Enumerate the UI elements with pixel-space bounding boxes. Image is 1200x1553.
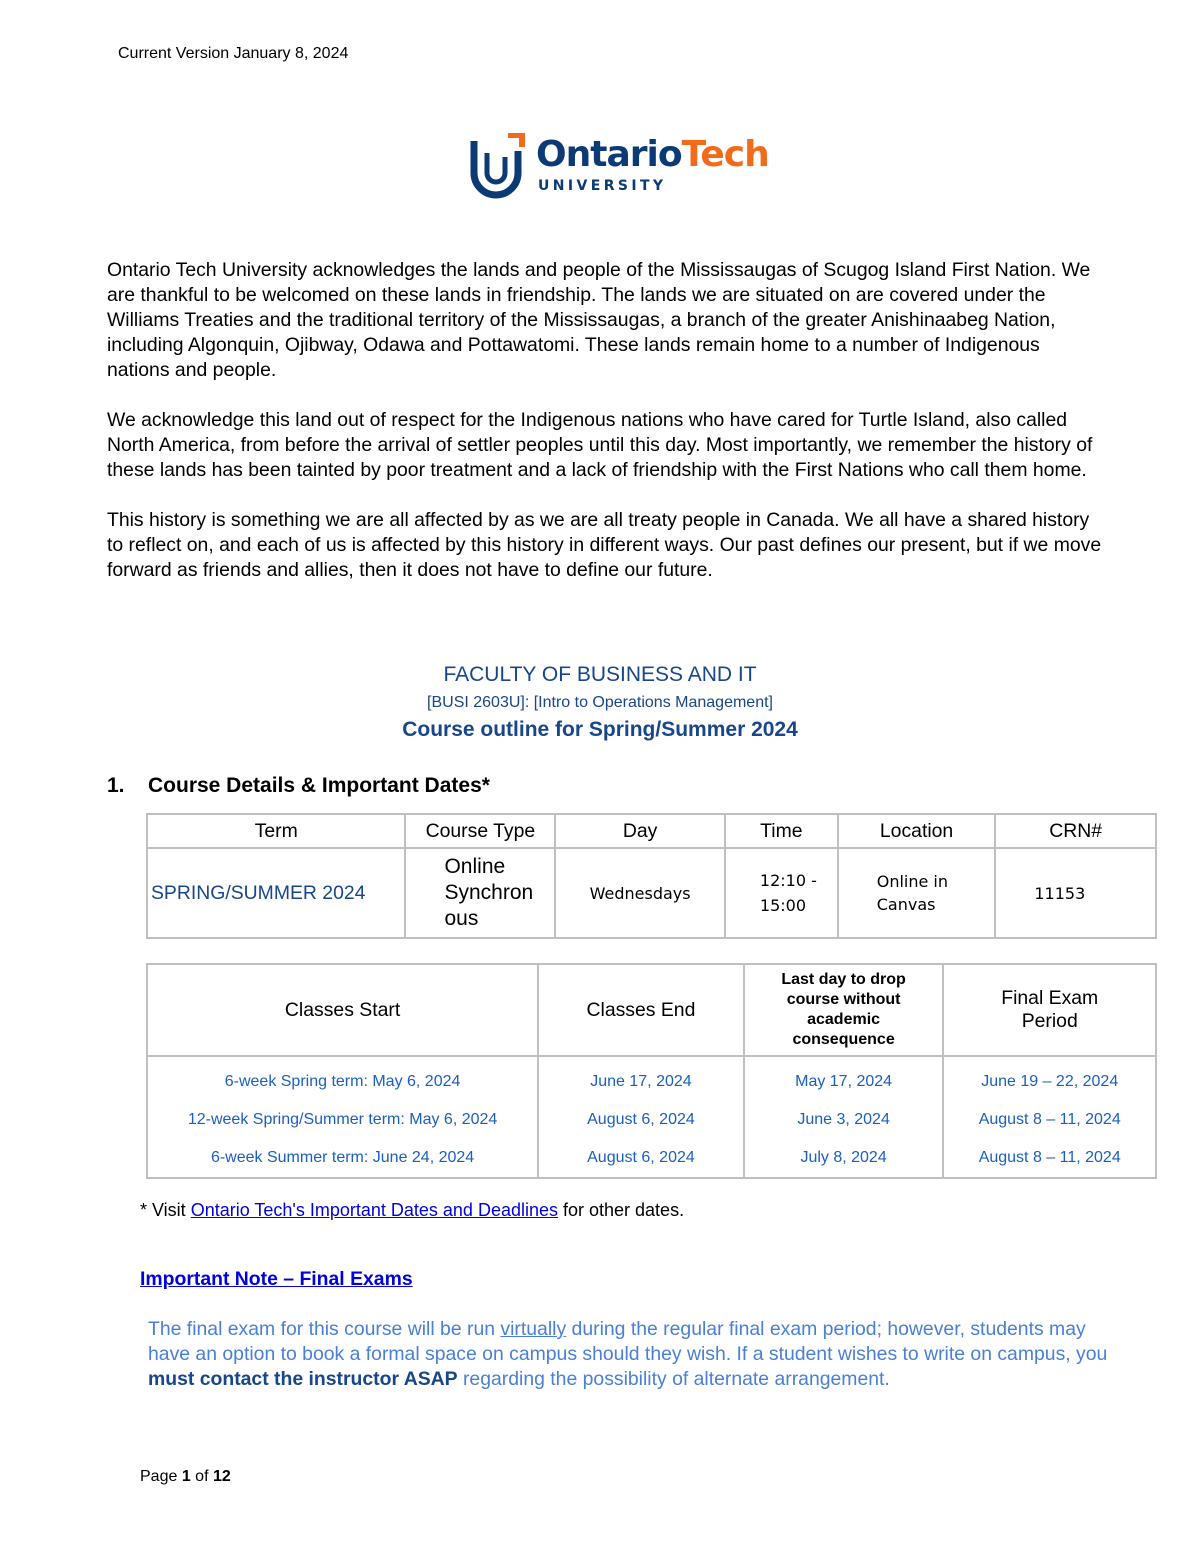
cell-start: 6-week Summer term: June 24, 2024	[147, 1139, 538, 1178]
table-row	[147, 848, 1156, 938]
table-header-row	[147, 814, 1156, 848]
logo-subtitle: UNIVERSITY	[538, 178, 667, 194]
important-dates-link[interactable]: Ontario Tech's Important Dates and Deadlines	[190, 1200, 558, 1220]
cell-exam: August 8 – 11, 2024	[943, 1139, 1156, 1178]
cell-term: SPRING/SUMMER 2024	[147, 848, 405, 938]
header-location: Location	[838, 814, 996, 848]
header-classes-end: Classes End	[538, 964, 744, 1056]
cell-location: Online in Canvas	[838, 848, 996, 938]
cell-drop: June 3, 2024	[744, 1101, 944, 1139]
cell-exam: August 8 – 11, 2024	[943, 1101, 1156, 1139]
header-day: Day	[555, 814, 725, 848]
cell-start: 12-week Spring/Summer term: May 6, 2024	[147, 1101, 538, 1139]
table-header-row	[147, 964, 1156, 1056]
land-acknowledgement	[107, 258, 1107, 608]
cell-drop: May 17, 2024	[744, 1056, 944, 1101]
ack-paragraph-1: Ontario Tech University acknowledges the lands and people of the Mississaugas of Scugog Island First Nation. We are thankful to be welcomed on these lands in friendship. The lands we are situated on are covered under the Williams Treaties and the traditional territory of the Mississaugas, a branch of the greater Anishinaabeg Nation, including Algonquin, Ojibway, Odawa and Pottawatomi. These lands remain home to a number of Indigenous nations and people.	[107, 259, 1091, 381]
cell-exam: June 19 – 22, 2024	[943, 1056, 1156, 1101]
version-date: Current Version January 8, 2024	[118, 45, 349, 62]
ack-paragraph-2: We acknowledge this land out of respect for the Indigenous nations who have cared for Turtle Island, also called North America, from before the arrival of settler peoples until this day. Most importantly, we remember the history of these lands has been tainted by poor treatment and a lack of friendship with the First Nations who call them home.	[107, 409, 1093, 481]
cell-end: August 6, 2024	[538, 1139, 744, 1178]
final-exams-note-link[interactable]: Important Note – Final Exams	[140, 1268, 413, 1290]
header-time: Time	[725, 814, 838, 848]
faculty-title: FACULTY OF BUSINESS AND IT	[443, 663, 757, 686]
important-dates-table	[146, 963, 1157, 1179]
logo-mark-icon	[470, 133, 526, 199]
header-term: Term	[147, 814, 405, 848]
header-last-drop-day: Last day to drop course without academic consequence	[744, 964, 944, 1056]
cell-drop: July 8, 2024	[744, 1139, 944, 1178]
table-row	[147, 1056, 1156, 1101]
header-final-exam-period: Final Exam Period	[943, 964, 1156, 1056]
cell-time: 12:10 - 15:00	[725, 848, 838, 938]
cell-start: 6-week Spring term: May 6, 2024	[147, 1056, 538, 1101]
visit-note: * Visit Ontario Tech's Important Dates and Deadlines for other dates.	[140, 1200, 685, 1220]
page-number: Page 1 of 12	[140, 1468, 231, 1485]
cell-end: August 6, 2024	[538, 1101, 744, 1139]
table-row	[147, 1101, 1156, 1139]
cell-day: Wednesdays	[555, 848, 725, 938]
header-course-type: Course Type	[405, 814, 555, 848]
cell-crn: 11153	[995, 848, 1156, 938]
outline-title: Course outline for Spring/Summer 2024	[402, 718, 798, 741]
final-exam-note: The final exam for this course will be run virtually during the regular final exam period; however, students may have an option to book a formal space on campus should they wish. If a student wishes to write on campus, you must contact the instructor ASAP regarding the possibility of alternate arrangement.	[148, 1318, 1108, 1390]
course-details-table	[146, 813, 1157, 939]
course-title: [BUSI 2603U]: [Intro to Operations Management]	[427, 694, 773, 711]
cell-course-type: Online Synchron ous	[405, 848, 555, 938]
header-crn: CRN#	[995, 814, 1156, 848]
table-row	[147, 1139, 1156, 1178]
logo-name: OntarioTech	[536, 134, 769, 175]
cell-end: June 17, 2024	[538, 1056, 744, 1101]
university-logo	[470, 133, 770, 203]
section-heading: 1. Course Details & Important Dates*	[107, 774, 490, 797]
header-classes-start: Classes Start	[147, 964, 538, 1056]
ack-paragraph-3: This history is something we are all affected by as we are all treaty people in Canada. We all have a shared history to reflect on, and each of us is affected by this history in different ways. Our past defines our present, but if we move forward as friends and allies, then it does not have to define our future.	[107, 509, 1102, 581]
